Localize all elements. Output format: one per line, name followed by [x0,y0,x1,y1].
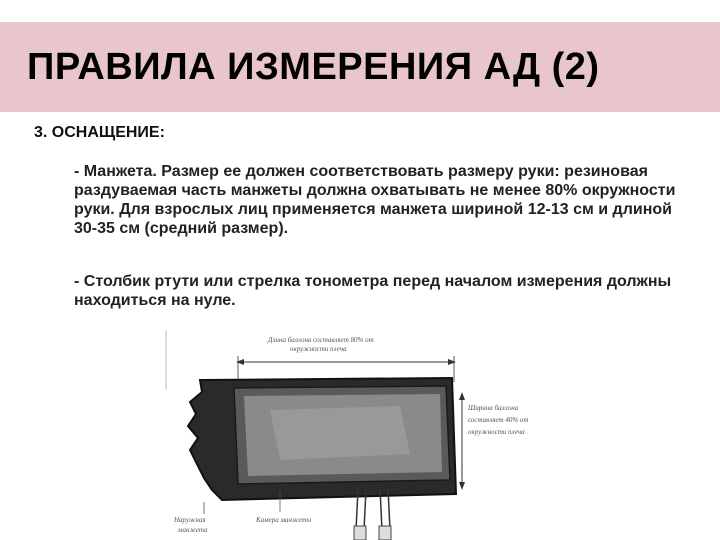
width-label-line3: окружности плеча [468,428,525,436]
length-label-line2: окружности плеча [290,345,347,353]
cuff-chamber-label: Камера манжеты [256,516,312,524]
cuff-illustration [160,330,570,540]
width-label-line1: Ширина баллона [468,404,519,412]
slide-title: ПРАВИЛА ИЗМЕРЕНИЯ АД (2) [27,46,600,88]
arrow-right-icon [448,359,456,365]
paragraph-cuff: - Манжета. Размер ее должен соответствовать размеру руки: резиновая раздуваемая часть манжеты должна охватывать не менее 80% окружности руки. Для взрослых лиц применяется манжета шириной 12-13 см и длиной 30-35 см (средний размер). [74,163,676,237]
arrow-down-icon [459,482,465,490]
arrow-left-icon [236,359,244,365]
cuff-drawing [160,330,570,540]
arrow-up-icon [459,392,465,400]
outer-cuff-label-line2: манжета [178,526,208,534]
length-label-line1: Длина баллона составляет 80% от [268,336,374,344]
paragraph-zero: - Столбик ртути или стрелка тонометра перед началом измерения должны находиться на нуле. [74,273,672,309]
section-heading: 3. ОСНАЩЕНИЕ: [34,124,165,141]
width-label-line2: составляет 40% от [468,416,529,424]
outer-cuff-label-line1: Наружная [174,516,206,524]
